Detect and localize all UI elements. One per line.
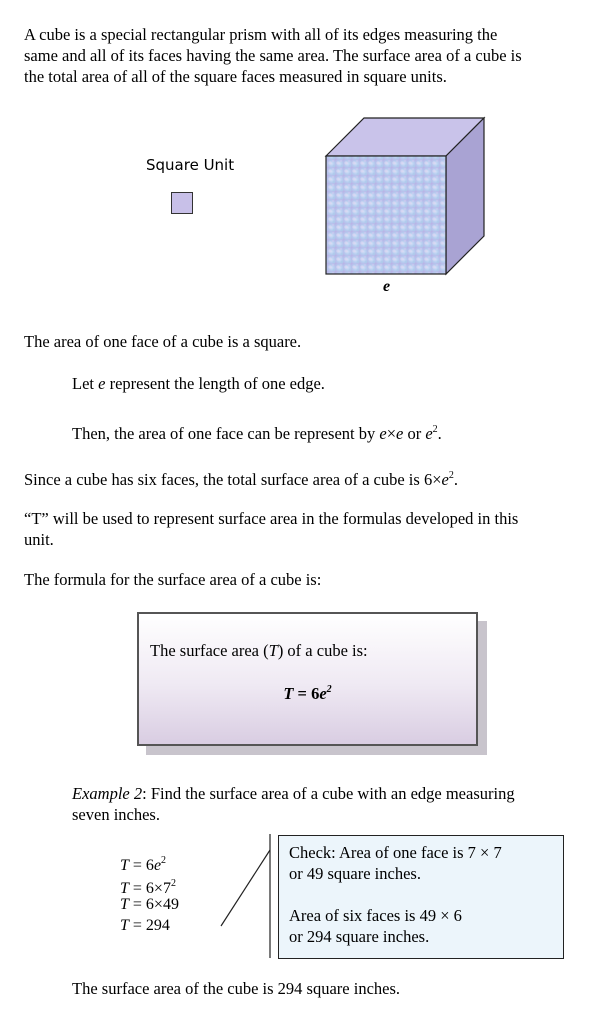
formula-title: The surface area (T) of a cube is:: [150, 641, 368, 660]
work-line-2: $T = 6\times 7^2$: [120, 878, 176, 897]
edge-label: e: [383, 278, 391, 295]
formula-equation: $T = 6e^2$: [283, 684, 332, 703]
formula-intro: The formula for the surface area of a cube is:: [24, 570, 322, 589]
conclusion: The surface area of the cube is 294 square inches.: [72, 979, 401, 998]
check-callout: Check: Area of one face is 7 × 7 or 49 square inches. Area of six faces is 49 × 6 or 294 square inches.: [278, 835, 564, 959]
t-definition: “T” will be used to represent surface area in the formulas developed in this unit.: [24, 509, 519, 549]
intro-line-1: A cube is a special rectangular prism with all of its edges measuring the: [24, 25, 498, 44]
intro-line-3: the total area of all of the square faces measured in square units.: [24, 67, 447, 86]
cube-front-face: [326, 156, 446, 274]
let-statement: Let e represent the length of one edge.: [72, 374, 325, 393]
work-line-1: $T = 6e^2$: [120, 855, 167, 874]
then-statement: Then, the area of one face can be represent by e×e or $e^2$.: [72, 424, 442, 443]
since-statement: Since a cube has six faces, the total surface area of a cube is $6\times e^2$.: [24, 470, 458, 489]
var-e: e: [98, 374, 106, 393]
cube-figure: [320, 112, 490, 282]
check-connector: [215, 830, 281, 960]
intro-line-2: same and all of its faces having the same area. The surface area of a cube is: [24, 46, 522, 65]
example-label: Example 2: [72, 784, 143, 803]
square-unit-label: Square Unit: [146, 156, 235, 174]
face-square-text: The area of one face of a cube is a square.: [24, 332, 302, 351]
intro-paragraph: [24, 24, 599, 87]
work-line-4: T = 294: [120, 917, 170, 934]
square-unit-swatch: [171, 192, 193, 214]
work-line-3: T = 6×49: [120, 896, 179, 913]
formula-box: [137, 612, 478, 746]
example-prompt: Example 2: Find the surface area of a cube with an edge measuring seven inches.: [72, 784, 515, 824]
